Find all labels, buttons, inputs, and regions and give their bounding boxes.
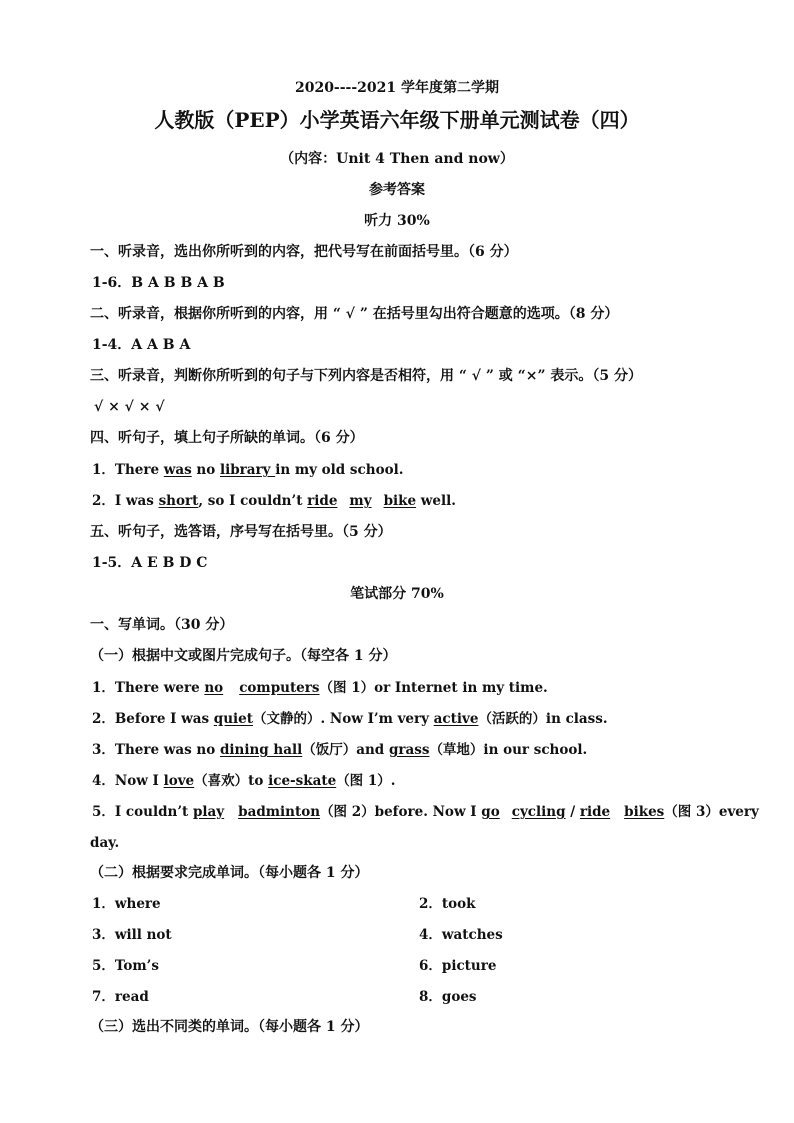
- answer-word: go: [481, 804, 500, 820]
- answer-word: grass: [388, 742, 430, 758]
- subsection-heading: （三）选出不同类的单词。（每小题各 1 分）: [90, 1019, 369, 1035]
- answer-sentence: [0, 740, 794, 760]
- answer-word: no: [204, 680, 224, 696]
- answer-word: bike: [383, 493, 417, 509]
- section-heading: 一、听录音，选出你所听到的内容，把代号写在前面括号里。（6 分）: [90, 244, 518, 260]
- answer-sentence: [0, 491, 794, 511]
- sentence-text: in my old school.: [275, 462, 404, 478]
- word-answer: 6．picture: [419, 958, 497, 974]
- answer-word: dining hall: [219, 742, 303, 758]
- sentence-text: 5．I couldn’t: [92, 804, 193, 820]
- sentence-text: 1．There: [92, 462, 164, 478]
- answer-sentence: [0, 678, 794, 698]
- sentence-text: （喜欢）to: [194, 773, 269, 789]
- answer-word: ride: [307, 493, 338, 509]
- sentence-text: 4．Now I: [92, 773, 164, 789]
- word-answer-row: [0, 894, 794, 914]
- answer-sentence: [0, 709, 794, 729]
- answer-word: bikes: [624, 804, 665, 820]
- answer-sentence: [0, 802, 794, 822]
- sentence-text: （草地）in our school.: [429, 742, 588, 758]
- sentence-text: （文静的）. Now I’m very: [253, 711, 434, 727]
- word-answer-row: [0, 987, 794, 1007]
- answer-word: computers: [239, 680, 320, 696]
- answer-word: play: [192, 804, 225, 820]
- sentence-text: （图 1）or Internet in my time.: [319, 680, 548, 696]
- answer-line: 1-6．B A B B A B: [92, 275, 225, 291]
- sentence-text: well.: [416, 493, 456, 509]
- sentence-text: （图 3）every: [664, 804, 759, 820]
- answer-line: 1-4．A A B A: [92, 337, 191, 353]
- subsection-heading: （二）根据要求完成单词。（每小题各 1 分）: [90, 865, 369, 881]
- sentence-text: , so I couldn’t: [198, 493, 308, 509]
- word-answer: 4．watches: [419, 927, 503, 943]
- page-title: 人教版（PEP）小学英语六年级下册单元测试卷（四）: [154, 108, 640, 132]
- word-answer: 2．took: [419, 896, 476, 912]
- sentence-text: 3．There was no: [92, 742, 220, 758]
- section-heading: 四、听句子，填上句子所缺的单词。（6 分）: [90, 430, 364, 446]
- word-answer: 7．read: [92, 989, 149, 1005]
- sentence-text: （图 1）.: [336, 773, 396, 789]
- answer-word: active: [433, 711, 479, 727]
- section-heading: 二、听录音，根据你所听到的内容，用 “ √ ” 在括号里勾出符合题意的选项。（8 分）: [90, 306, 619, 322]
- word-answer-row: [0, 956, 794, 976]
- word-answer: 8．goes: [419, 989, 477, 1005]
- written-label: 笔试部分 70%: [350, 586, 444, 602]
- answer-word: library: [219, 462, 276, 478]
- section-heading: 三、听录音，判断你所听到的句子与下列内容是否相符，用 “ √ ” 或 “×” 表示。（5 分）: [90, 368, 642, 384]
- sentence-continuation: day.: [90, 835, 120, 851]
- answer-sentence: [0, 771, 794, 791]
- sentence-text: （活跃的）in class.: [478, 711, 608, 727]
- answer-key-label: 参考答案: [369, 182, 425, 198]
- sentence-text: /: [565, 804, 580, 820]
- word-answer-row: [0, 925, 794, 945]
- word-answer: 5．Tom’s: [92, 958, 159, 974]
- answer-word: cycling: [511, 804, 566, 820]
- sentence-text: （饭厅）and: [302, 742, 389, 758]
- listening-label: 听力 30%: [364, 213, 430, 229]
- answer-word: my: [349, 493, 372, 509]
- answer-sentence: [0, 460, 794, 480]
- section-heading: 一、写单词。（30 分）: [90, 617, 234, 633]
- answer-word: quiet: [213, 711, 254, 727]
- answer-word: love: [163, 773, 195, 789]
- word-answer: 1．where: [92, 896, 161, 912]
- subsection-heading: （一）根据中文或图片完成句子。（每空各 1 分）: [90, 648, 397, 664]
- answer-word: short: [158, 493, 199, 509]
- sentence-text: no: [191, 462, 220, 478]
- section-heading: 五、听句子，选答语，序号写在括号里。（5 分）: [90, 524, 392, 540]
- sentence-text: 2．Before I was: [92, 711, 214, 727]
- sentence-text: （图 2）before. Now I: [320, 804, 482, 820]
- answer-line: √ × √ × √: [94, 399, 165, 415]
- answer-word: badminton: [238, 804, 321, 820]
- content-subtitle: （内容：Unit 4 Then and now）: [280, 151, 514, 167]
- word-answer: 3．will not: [92, 927, 172, 943]
- answer-word: ride: [579, 804, 611, 820]
- sentence-text: 1．There were: [92, 680, 205, 696]
- answer-word: ice-skate: [268, 773, 337, 789]
- answer-line: 1-5．A E B D C: [92, 555, 208, 571]
- answer-word: was: [163, 462, 192, 478]
- school-year: 2020----2021 学年度第二学期: [294, 80, 500, 96]
- sentence-text: 2．I was: [92, 493, 159, 509]
